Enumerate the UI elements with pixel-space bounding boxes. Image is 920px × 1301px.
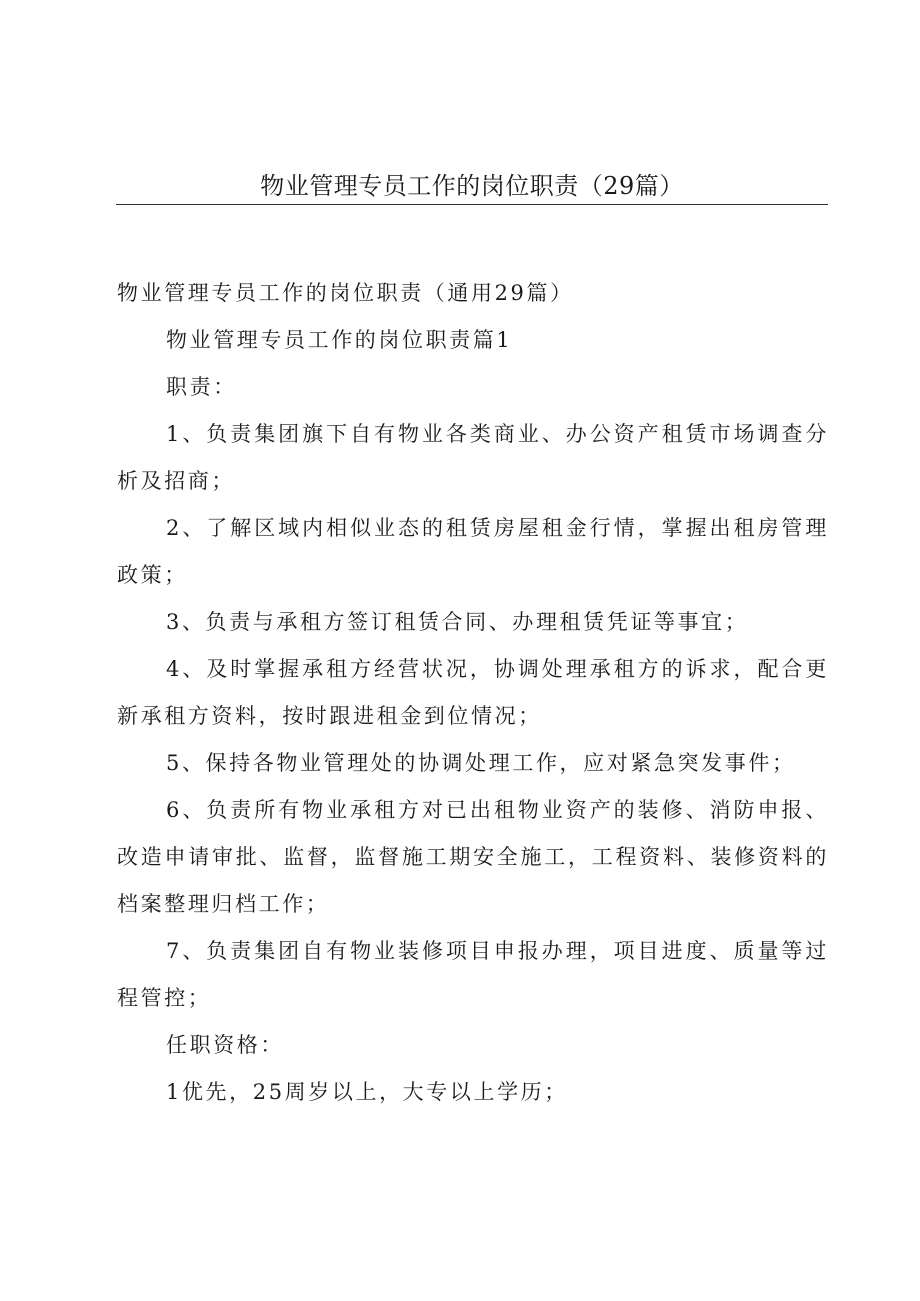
responsibility-item: 5、保持各物业管理处的协调处理工作，应对紧急突发事件； <box>166 751 796 775</box>
responsibility-item: 7、负责集团自有物业装修项目申报办理，项目进度、质量等过程管控； <box>117 939 829 1010</box>
responsibility-item: 1、负责集团旗下自有物业各类商业、办公资产租赁市场调查分析及招商； <box>117 422 829 493</box>
responsibilities-heading: 职责： <box>166 375 237 399</box>
section-heading: 物业管理专员工作的岗位职责篇1 <box>166 328 513 352</box>
responsibility-item: 6、负责所有物业承租方对已出租物业资产的装修、消防申报、改造申请审批、监督，监督施工期安全施工，工程资料、装修资料的档案整理归档工作； <box>117 798 829 916</box>
responsibility-item: 4、及时掌握承租方经营状况，协调处理承租方的诉求，配合更新承租方资料，按时跟进租金到位情况； <box>117 657 829 728</box>
title-divider <box>116 204 828 205</box>
qualification-item: 1优先，25周岁以上，大专以上学历； <box>166 1080 568 1104</box>
document-title: 物业管理专员工作的岗位职责（29篇） <box>260 172 684 200</box>
qualifications-heading: 任职资格： <box>166 1033 284 1057</box>
document-body <box>117 270 829 1116</box>
responsibility-item: 2、了解区域内相似业态的租赁房屋租金行情，掌握出租房管理政策； <box>117 516 829 587</box>
subtitle-paragraph: 物业管理专员工作的岗位职责（通用29篇） <box>117 281 574 305</box>
responsibility-item: 3、负责与承租方签订租赁合同、办理租赁凭证等事宜； <box>166 610 749 634</box>
